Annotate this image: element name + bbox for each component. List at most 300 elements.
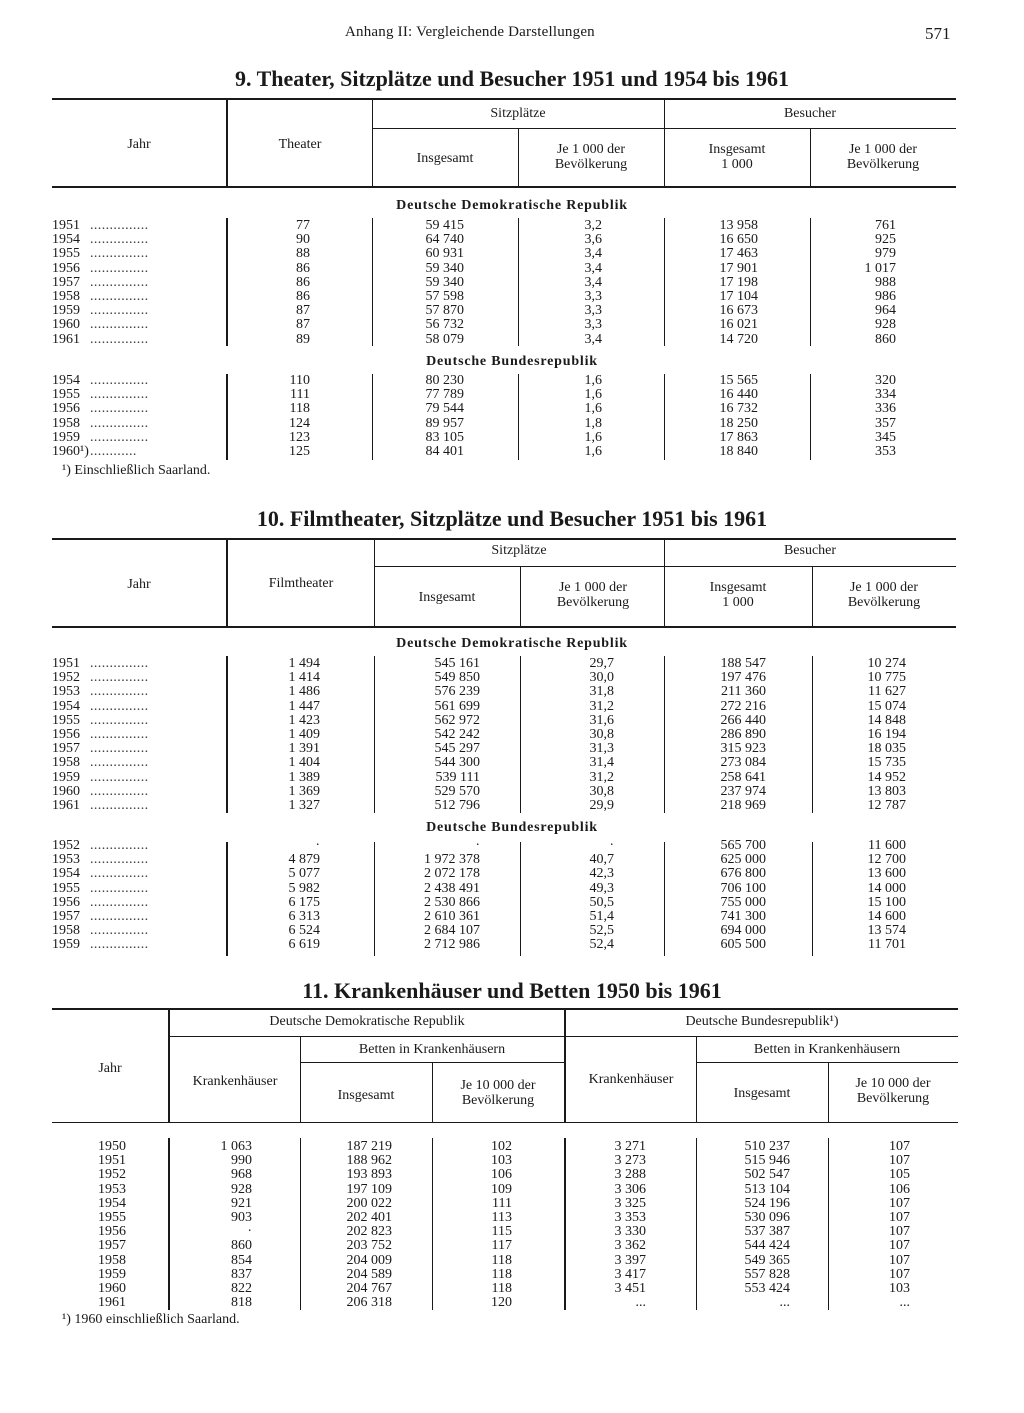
cell-count: 1 414: [288, 670, 320, 686]
cell-brd-beds-per10000: 107: [889, 1139, 910, 1154]
cell-seats-per1000: 29,9: [589, 798, 614, 813]
table-row: [0, 276, 1024, 290]
section-ddr: Deutsche Demokratische Republik: [396, 198, 628, 213]
cell-visitors-per1000: 13 803: [867, 783, 906, 799]
cell-ddr-beds-total: 188 962: [346, 1153, 392, 1169]
section-brd: Deutsche Bundesrepublik: [426, 820, 598, 835]
rule: [170, 1036, 564, 1037]
cell-brd-beds-total: 544 424: [744, 1238, 790, 1254]
cell-ddr-beds-per10000: 102: [491, 1139, 512, 1154]
cell-visitors-total: 18 250: [719, 415, 758, 431]
cell-seats-per1000: 3,4: [584, 331, 602, 347]
cell-ddr-beds-total: 204 767: [346, 1281, 392, 1296]
cell-count: 111: [290, 387, 310, 403]
table-row: [0, 445, 1024, 459]
cell-seats-per1000: 51,4: [589, 909, 614, 924]
cell-visitors-total: 676 800: [720, 866, 766, 882]
cell-seats-per1000: 49,3: [589, 880, 614, 896]
table-row: [0, 1211, 1024, 1225]
cell-brd-hospitals: 3 417: [614, 1266, 646, 1282]
cell-seats-per1000: 3,4: [584, 260, 602, 276]
cell-count: 6 524: [288, 923, 320, 939]
cell-visitors-total: 197 476: [720, 670, 766, 686]
table-row: [0, 671, 1024, 685]
cell-visitors-per1000: 357: [875, 415, 896, 431]
cell-year: 1959: [52, 429, 80, 445]
cell-ddr-hospitals: 837: [231, 1266, 252, 1282]
cell-seats-per1000: 1,6: [584, 387, 602, 403]
header-je1000: [518, 142, 664, 172]
cell-seats-per1000: 3,3: [584, 289, 602, 304]
cell-count: 1 486: [288, 684, 320, 700]
cell-ddr-beds-per10000: 118: [491, 1266, 512, 1282]
cell-ddr-beds-per10000: 103: [491, 1153, 512, 1169]
cell-seats-per1000: ·: [609, 838, 614, 853]
cell-visitors-total: 258 641: [720, 769, 766, 785]
cell-visitors-total: 16 732: [719, 401, 758, 417]
cell-brd-beds-total: 557 828: [744, 1266, 790, 1282]
cell-brd-beds-per10000: 107: [889, 1195, 910, 1211]
table-row: [0, 402, 1024, 416]
cell-visitors-total: 188 547: [720, 656, 766, 671]
cell-ddr-beds-total: 202 823: [346, 1224, 392, 1240]
cell-visitors-total: 218 969: [720, 798, 766, 813]
cell-visitors-per1000: 12 700: [867, 852, 906, 868]
cell-brd-beds-per10000: 107: [889, 1266, 910, 1282]
cell-count: ·: [315, 838, 320, 853]
cell-seats-per1000: 42,3: [589, 866, 614, 882]
cell-visitors-total: 17 901: [719, 260, 758, 276]
cell-ddr-hospitals: 822: [231, 1281, 252, 1296]
cell-ddr-beds-per10000: 109: [491, 1181, 512, 1197]
cell-brd-hospitals: 3 325: [614, 1195, 646, 1211]
table-row: [0, 756, 1024, 770]
cell-year: 1961: [52, 331, 80, 347]
header-besucher-je1000: [810, 142, 956, 172]
cell-year: 1960: [52, 317, 80, 333]
cell-count: 88: [296, 246, 310, 262]
cell-year: 1954: [52, 373, 80, 388]
rule: [52, 538, 956, 540]
cell-brd-hospitals: 3 288: [614, 1167, 646, 1183]
cell-count: 5 982: [288, 880, 320, 896]
cell-ddr-beds-total: 197 109: [346, 1181, 392, 1197]
header-insgesamt: Insgesamt: [416, 151, 474, 166]
cell-visitors-per1000: 16 194: [867, 727, 906, 742]
cell-brd-beds-per10000: 107: [889, 1210, 910, 1225]
table-row: [0, 417, 1024, 431]
cell-ddr-beds-total: 204 009: [346, 1252, 392, 1268]
cell-brd-beds-total: 549 365: [744, 1252, 790, 1268]
cell-year: 1954: [52, 698, 80, 714]
cell-seats-total: 529 570: [434, 783, 480, 799]
cell-brd-hospitals: 3 273: [614, 1153, 646, 1169]
cell-seats-per1000: 1,6: [584, 401, 602, 417]
cell-count: 77: [296, 218, 310, 233]
cell-count: 6 175: [288, 894, 320, 910]
header-jahr: Jahr: [127, 137, 151, 152]
cell-visitors-total: 15 565: [719, 373, 758, 388]
cell-brd-beds-per10000: 107: [889, 1153, 910, 1169]
cell-year: 1955: [98, 1210, 126, 1225]
table-row: [0, 290, 1024, 304]
cell-count: 86: [296, 260, 310, 276]
cell-visitors-per1000: 14 848: [867, 712, 906, 728]
cell-visitors-per1000: 13 600: [867, 866, 906, 882]
table-row: [0, 1282, 1024, 1296]
header-line: Bevölkerung: [846, 157, 920, 172]
cell-visitors-total: 605 500: [720, 937, 766, 953]
cell-seats-total: 576 239: [434, 684, 480, 700]
header-je1000: [520, 580, 666, 610]
cell-seats-total: 512 796: [434, 798, 480, 813]
cell-seats-total: ·: [475, 838, 480, 853]
cell-brd-beds-total: 537 387: [744, 1224, 790, 1240]
rule: [566, 1036, 958, 1037]
table-row: [0, 1140, 1024, 1154]
cell-count: 118: [289, 401, 310, 417]
table-row: [0, 233, 1024, 247]
cell-count: 1 327: [288, 798, 320, 813]
cell-seats-total: 542 242: [434, 727, 480, 742]
cell-year: 1959: [52, 769, 80, 785]
cell-brd-hospitals: 3 271: [614, 1139, 646, 1154]
cell-seats-per1000: 30,0: [589, 670, 614, 686]
cell-count: 110: [289, 373, 310, 388]
header-betten: Betten in Krankenhäusern: [753, 1042, 901, 1057]
cell-ddr-beds-total: 187 219: [346, 1139, 392, 1154]
cell-visitors-per1000: 10 274: [867, 656, 906, 671]
cell-brd-hospitals: 3 353: [614, 1210, 646, 1225]
table-row: [0, 1296, 1024, 1310]
leader-dots: ...............: [90, 415, 149, 431]
header-besucher-insgesamt: [664, 580, 812, 610]
leader-dots: ...............: [90, 260, 149, 276]
cell-count: 1 389: [288, 769, 320, 785]
table-row: [0, 839, 1024, 853]
cell-ddr-beds-per10000: 117: [491, 1238, 512, 1254]
cell-visitors-per1000: 761: [875, 218, 896, 233]
cell-year: 1950: [98, 1139, 126, 1154]
cell-ddr-beds-total: 203 752: [346, 1238, 392, 1254]
table-row: [0, 714, 1024, 728]
table-row: [0, 1254, 1024, 1268]
cell-year: 1959: [52, 303, 80, 319]
table-row: [0, 1168, 1024, 1182]
cell-ddr-beds-total: 202 401: [346, 1210, 392, 1225]
cell-seats-per1000: 30,8: [589, 727, 614, 742]
cell-brd-beds-total: 502 547: [744, 1167, 790, 1183]
cell-ddr-beds-per10000: 120: [491, 1295, 512, 1311]
cell-visitors-total: 625 000: [720, 852, 766, 868]
table11-footnote: ¹) 1960 einschließlich Saarland.: [62, 1312, 240, 1327]
table-row: [0, 785, 1024, 799]
leader-dots: ...............: [90, 429, 149, 445]
cell-ddr-beds-per10000: 113: [491, 1210, 512, 1225]
header-betten: Betten in Krankenhäusern: [358, 1042, 506, 1057]
leader-dots: ...............: [90, 755, 149, 771]
cell-seats-total: 561 699: [434, 698, 480, 714]
cell-ddr-hospitals: 854: [231, 1252, 252, 1268]
cell-seats-total: 84 401: [425, 444, 464, 459]
cell-seats-per1000: 31,2: [589, 769, 614, 785]
cell-brd-beds-total: 524 196: [744, 1195, 790, 1211]
cell-seats-per1000: 1,6: [584, 444, 602, 459]
cell-brd-hospitals: 3 330: [614, 1224, 646, 1240]
cell-year: 1953: [52, 852, 80, 868]
table-row: [0, 910, 1024, 924]
cell-year: 1951: [98, 1153, 126, 1169]
cell-seats-per1000: 31,3: [589, 741, 614, 757]
table-row: [0, 896, 1024, 910]
leader-dots: ...............: [90, 838, 149, 853]
cell-seats-total: 2 610 361: [424, 909, 480, 924]
header-jahr: Jahr: [127, 577, 151, 592]
cell-count: 1 409: [288, 727, 320, 742]
table-row: [0, 1239, 1024, 1253]
cell-year: 1956: [52, 401, 80, 417]
rule: [52, 1122, 958, 1123]
cell-visitors-total: 16 021: [719, 317, 758, 333]
cell-seats-total: 2 530 866: [424, 894, 480, 910]
cell-ddr-beds-per10000: 111: [492, 1195, 512, 1211]
cell-seats-total: 2 712 986: [424, 937, 480, 953]
cell-visitors-per1000: 928: [875, 317, 896, 333]
cell-year: 1952: [52, 670, 80, 686]
header-ddr: Deutsche Demokratische Republik: [269, 1014, 465, 1029]
cell-ddr-hospitals: 818: [231, 1295, 252, 1311]
cell-visitors-total: 16 440: [719, 387, 758, 403]
cell-count: 5 077: [288, 866, 320, 882]
cell-count: 1 369: [288, 783, 320, 799]
cell-year: 1957: [52, 741, 80, 757]
cell-year: 1957: [52, 274, 80, 290]
cell-brd-hospitals: 3 362: [614, 1238, 646, 1254]
cell-seats-per1000: 30,8: [589, 783, 614, 799]
cell-visitors-total: 18 840: [719, 444, 758, 459]
cell-visitors-per1000: 986: [875, 289, 896, 304]
cell-brd-beds-total: 553 424: [744, 1281, 790, 1296]
cell-visitors-per1000: 925: [875, 232, 896, 248]
cell-seats-per1000: 1,6: [584, 373, 602, 388]
cell-seats-total: 544 300: [434, 755, 480, 771]
header-line: Je 1 000 der: [849, 580, 919, 595]
table9-footnote: ¹) Einschließlich Saarland.: [62, 463, 211, 478]
cell-brd-beds-total: 510 237: [744, 1139, 790, 1154]
header-sitzplaetze: Sitzplätze: [490, 106, 546, 121]
cell-seats-total: 2 438 491: [424, 880, 480, 896]
cell-ddr-hospitals: 968: [231, 1167, 252, 1183]
cell-brd-hospitals: 3 397: [614, 1252, 646, 1268]
leader-dots: ...............: [90, 684, 149, 700]
cell-count: 125: [289, 444, 310, 459]
table-row: [0, 374, 1024, 388]
table-row: [0, 882, 1024, 896]
table-row: [0, 219, 1024, 233]
cell-seats-per1000: 3,3: [584, 303, 602, 319]
cell-seats-total: 79 544: [425, 401, 464, 417]
cell-year: 1955: [52, 712, 80, 728]
leader-dots: ...............: [90, 218, 149, 233]
leader-dots: ...............: [90, 880, 149, 896]
cell-visitors-per1000: 15 074: [867, 698, 906, 714]
leader-dots: ...............: [90, 727, 149, 742]
cell-year: 1954: [98, 1195, 126, 1211]
cell-count: 89: [296, 331, 310, 347]
cell-visitors-per1000: 1 017: [864, 260, 896, 276]
cell-visitors-per1000: 14 000: [867, 880, 906, 896]
cell-seats-per1000: 3,3: [584, 317, 602, 333]
cell-seats-per1000: 3,6: [584, 232, 602, 248]
cell-seats-per1000: 31,4: [589, 755, 614, 771]
cell-brd-beds-total: 515 946: [744, 1153, 790, 1169]
cell-count: 1 391: [288, 741, 320, 757]
cell-visitors-per1000: 988: [875, 274, 896, 290]
header-filmtheater: Filmtheater: [268, 576, 334, 591]
rule: [52, 626, 956, 628]
cell-brd-beds-per10000: 107: [889, 1252, 910, 1268]
cell-visitors-per1000: 13 574: [867, 923, 906, 939]
cell-visitors-per1000: 18 035: [867, 741, 906, 757]
header-line: Bevölkerung: [556, 595, 630, 610]
header-jahr: Jahr: [98, 1061, 122, 1076]
header-line: Bevölkerung: [847, 595, 921, 610]
cell-seats-total: 58 079: [425, 331, 464, 347]
cell-ddr-hospitals: ·: [247, 1224, 252, 1240]
cell-seats-total: 56 732: [425, 317, 464, 333]
cell-brd-hospitals: 3 451: [614, 1281, 646, 1296]
cell-ddr-beds-total: 206 318: [346, 1295, 392, 1311]
cell-visitors-total: 694 000: [720, 923, 766, 939]
table-row: [0, 388, 1024, 402]
cell-visitors-total: 565 700: [720, 838, 766, 853]
table-row: [0, 938, 1024, 952]
cell-count: 4 879: [288, 852, 320, 868]
table-row: [0, 333, 1024, 347]
cell-count: 124: [289, 415, 310, 431]
cell-seats-per1000: 31,6: [589, 712, 614, 728]
header-je10000: [828, 1076, 958, 1106]
cell-seats-per1000: 40,7: [589, 852, 614, 868]
cell-count: 86: [296, 274, 310, 290]
cell-year: 1957: [52, 909, 80, 924]
cell-seats-per1000: 3,2: [584, 218, 602, 233]
cell-visitors-total: 13 958: [719, 218, 758, 233]
cell-seats-per1000: 29,7: [589, 656, 614, 671]
cell-year: 1959: [98, 1266, 126, 1282]
cell-year: 1958: [98, 1252, 126, 1268]
leader-dots: ...............: [90, 331, 149, 347]
cell-visitors-total: 266 440: [720, 712, 766, 728]
table-row: [0, 924, 1024, 938]
leader-dots: ...............: [90, 401, 149, 417]
leader-dots: ...............: [90, 894, 149, 910]
header-line: Insgesamt: [708, 142, 766, 157]
leader-dots: ...............: [90, 698, 149, 714]
table10-title: 10. Filmtheater, Sitzplätze und Besucher 1951 bis 1961: [256, 506, 768, 531]
cell-seats-total: 59 340: [425, 274, 464, 290]
table-row: [0, 728, 1024, 742]
cell-brd-beds-total: 530 096: [744, 1210, 790, 1225]
cell-visitors-total: 315 923: [720, 741, 766, 757]
table-row: [0, 1183, 1024, 1197]
header-line: 1 000: [721, 157, 753, 172]
header-line: Je 10 000 der: [460, 1078, 536, 1093]
cell-year: 1956: [98, 1224, 126, 1240]
leader-dots: ...............: [90, 246, 149, 262]
cell-ddr-hospitals: 860: [231, 1238, 252, 1254]
cell-brd-hospitals: ...: [635, 1295, 646, 1311]
header-line: Insgesamt: [709, 580, 767, 595]
table9-title: 9. Theater, Sitzplätze und Besucher 1951 und 1954 bis 1961: [235, 66, 789, 91]
cell-visitors-total: 17 463: [719, 246, 758, 262]
cell-brd-beds-total: 513 104: [744, 1181, 790, 1197]
header-insgesamt: Insgesamt: [733, 1086, 791, 1101]
cell-ddr-beds-per10000: 118: [491, 1281, 512, 1296]
cell-year: 1955: [52, 246, 80, 262]
cell-seats-total: 59 340: [425, 260, 464, 276]
cell-visitors-total: 741 300: [720, 909, 766, 924]
rule: [52, 98, 956, 100]
cell-seats-per1000: 3,4: [584, 274, 602, 290]
table-row: [0, 262, 1024, 276]
cell-year: 1961: [98, 1295, 126, 1311]
cell-ddr-hospitals: 990: [231, 1153, 252, 1169]
cell-visitors-total: 286 890: [720, 727, 766, 742]
header-line: Je 1 000 der: [848, 142, 918, 157]
cell-count: 87: [296, 317, 310, 333]
header-line: Je 1 000 der: [558, 580, 628, 595]
header-besucher-insgesamt: [664, 142, 810, 172]
page-number: 571: [925, 24, 951, 43]
table-row: [0, 318, 1024, 332]
cell-count: 87: [296, 303, 310, 319]
table-row: [0, 853, 1024, 867]
cell-year: 1956: [52, 894, 80, 910]
leader-dots: ...............: [90, 303, 149, 319]
cell-brd-beds-per10000: 107: [889, 1238, 910, 1254]
header-krankenhaeuser: Krankenhäuser: [588, 1072, 674, 1087]
cell-visitors-per1000: 320: [875, 373, 896, 388]
cell-visitors-total: 211 360: [721, 684, 766, 700]
cell-year: 1953: [98, 1181, 126, 1197]
cell-year: 1956: [52, 260, 80, 276]
header-besucher-je1000: [812, 580, 956, 610]
cell-seats-per1000: 1,6: [584, 429, 602, 445]
header-krankenhaeuser: Krankenhäuser: [192, 1074, 278, 1089]
table-row: [0, 685, 1024, 699]
cell-year: 1960: [52, 783, 80, 799]
table-row: [0, 1197, 1024, 1211]
header-line: Bevölkerung: [856, 1091, 930, 1106]
cell-visitors-per1000: 10 775: [867, 670, 906, 686]
header-line: Je 1 000 der: [556, 142, 626, 157]
leader-dots: ...............: [90, 923, 149, 939]
leader-dots: ...............: [90, 852, 149, 868]
leader-dots: ...............: [90, 232, 149, 248]
rule: [372, 128, 956, 129]
leader-dots: ...............: [90, 798, 149, 813]
cell-count: 123: [289, 429, 310, 445]
header-line: Bevölkerung: [554, 157, 628, 172]
cell-brd-beds-per10000: 103: [889, 1281, 910, 1296]
cell-count: 6 313: [288, 909, 320, 924]
cell-visitors-per1000: 860: [875, 331, 896, 347]
cell-year: 1955: [52, 387, 80, 403]
cell-seats-per1000: 52,5: [589, 923, 614, 939]
leader-dots: ...............: [90, 866, 149, 882]
cell-brd-beds-per10000: 105: [889, 1167, 910, 1183]
